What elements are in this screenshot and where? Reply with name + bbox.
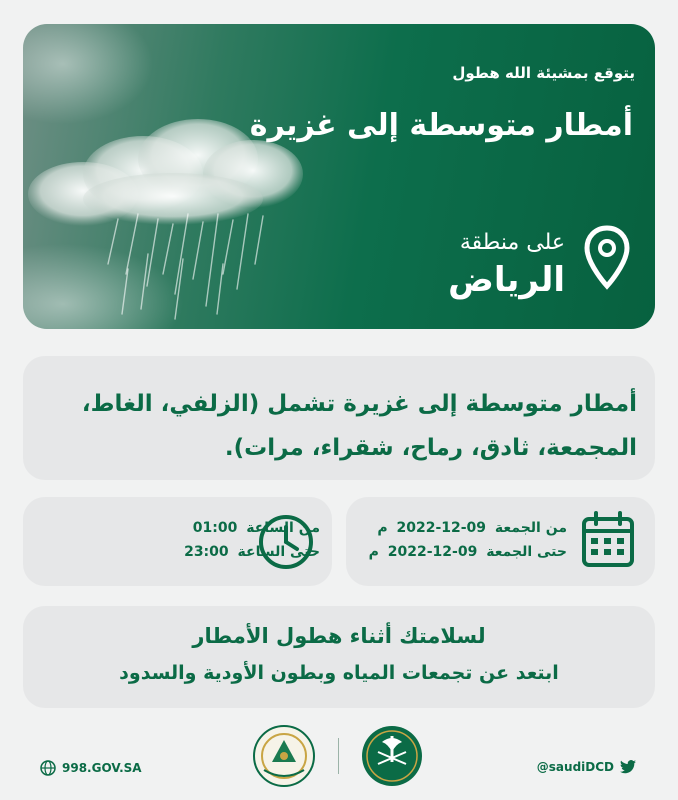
date-from-label: من الجمعة [494,520,567,536]
safety-text: ابتعد عن تجمعات المياه وبطون الأودية والسدود [119,662,559,684]
time-to-label: حتى الساعة [237,544,320,560]
date-suffix: م [368,544,379,560]
date-to-value: 2022-12-09 [387,544,478,560]
time-from-line [189,520,320,536]
date-from-value: 2022-12-09 [396,520,487,536]
time-from-label: من الساعة [246,520,320,536]
date-to-label: حتى الجمعة [486,544,567,560]
website-link[interactable] [40,760,142,776]
description-text: أمطار متوسطة إلى غزيرة تشمل (الزلفي، الغاط، المجمعة، ثادق، رماح، شقراء، مرات). [81,391,637,461]
safety-card [23,606,655,708]
civil-defense-logo [250,722,318,790]
description-card [23,356,655,480]
time-range-card [23,497,332,586]
time-to-line [180,544,320,560]
globe-icon [40,760,56,776]
region-label: على منطقة [459,230,565,255]
time-from-value: 01:00 [192,520,238,536]
date-from-line [377,520,567,536]
location-pin-icon [583,224,631,308]
rain-cloud-icon [23,24,333,329]
calendar-icon [581,511,635,569]
hero-banner [23,24,655,329]
logo-divider [338,738,339,774]
twitter-icon [620,760,636,774]
forecast-title: أمطار متوسطة إلى غزيرة [249,108,633,143]
region-name: الرياض [448,260,565,300]
time-to-value: 23:00 [184,544,229,560]
date-range-card [346,497,655,586]
safety-title: لسلامتك أثناء هطول الأمطار [192,624,486,648]
ministry-interior-logo [358,722,426,790]
date-to-line [369,544,567,560]
twitter-handle: @saudiDCD [536,760,614,774]
website-text: 998.GOV.SA [62,761,142,775]
forecast-subtitle: يتوقع بمشيئة الله هطول [452,64,635,82]
date-suffix: م [377,520,388,536]
twitter-link[interactable] [537,760,636,774]
